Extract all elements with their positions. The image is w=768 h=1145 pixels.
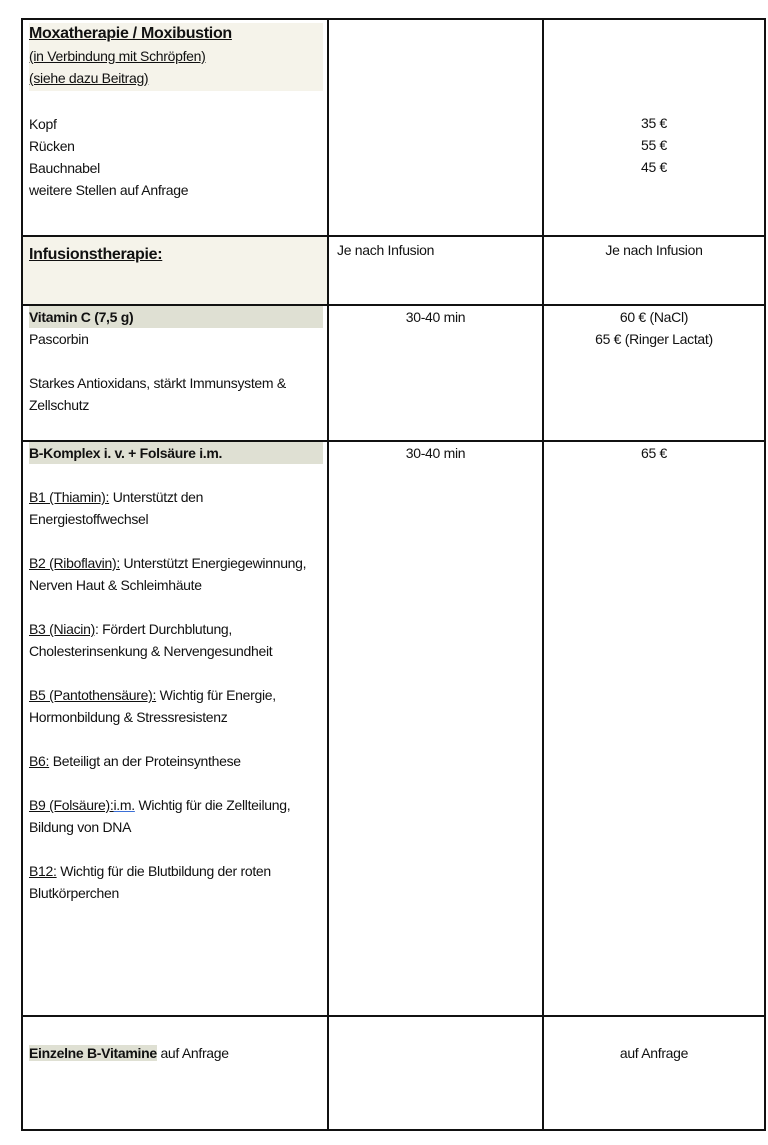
b9-label: B9 (Folsäure): [29,797,114,813]
vitc-desc: Starkes Antioxidans, stärkt Immunsystem & Zellschutz [29,375,286,413]
einzelne-suffix: auf Anfrage [156,1045,229,1061]
vitc-product: Pascorbin [29,331,89,347]
b3-label: B3 (Niacin) [29,621,95,637]
infusion-price: Je nach Infusion [605,242,703,258]
bkomplex-price: 65 € [640,445,668,461]
bkomplex-duration: 30-40 min [405,445,466,461]
vitc-title: Vitamin C (7,5 g) [29,306,323,328]
vitc-price: 65 € (Ringer Lactat) [595,331,713,347]
moxa-price: 35 € [640,115,668,131]
b5-item [29,684,323,728]
einzelne-duration-cell [328,1016,543,1130]
moxa-item: Kopf [29,116,57,132]
b5-text: Wichtig für Energie, Hormonbildung & Stressresistenz [29,687,276,725]
infusion-duration: Je nach Infusion [337,242,435,258]
b9-item [29,794,323,838]
b2-text: Unterstützt Energiegewinnung, Nerven Haut & Schleimhäute [29,555,307,593]
bkomplex-price-cell [543,441,765,1016]
einzelne-title: Einzelne B-Vitamine [29,1045,157,1061]
row-b-komplex [22,441,765,1016]
moxa-sub1: (in Verbindung mit Schröpfen) [29,48,206,64]
moxa-desc-cell [22,19,328,236]
moxa-item: Rücken [29,138,75,154]
einzelne-desc-cell [22,1016,328,1130]
infusion-duration-cell [328,236,543,305]
moxa-price: 55 € [640,137,668,153]
vitc-desc-cell [22,305,328,441]
vitc-price-cell [543,305,765,441]
b1-item [29,486,323,530]
moxa-price-cell [543,19,765,236]
bkomplex-desc-cell [22,441,328,1016]
vitc-duration: 30-40 min [405,309,466,325]
bkomplex-duration-cell [328,441,543,1016]
moxa-title: Moxatherapie / Moxibustion [29,25,232,42]
moxa-item: Bauchnabel [29,160,100,176]
price-table [21,18,766,1131]
b6-text: Beteiligt an der Proteinsynthese [49,753,241,769]
b9-im: i.m. [113,797,135,813]
b12-text: Wichtig für die Blutbildung der roten Blutkörperchen [29,863,271,901]
moxa-price: 45 € [640,159,668,175]
b2-label: B2 (Riboflavin): [29,555,120,571]
b5-label: B5 (Pantothensäure): [29,687,157,703]
row-vitamin-c [22,305,765,441]
row-moxa [22,19,765,236]
b3-item [29,618,323,662]
b1-text: Unterstützt den Energiestoffwechsel [29,489,204,527]
moxa-sub2: (siehe dazu Beitrag) [29,70,149,86]
einzelne-price-cell [543,1016,765,1130]
infusion-title-cell [22,236,328,305]
vitc-price: 60 € (NaCl) [619,309,689,325]
b3-text: : Fördert Durchblutung, Cholesterinsenkung & Nervengesundheit [29,621,273,659]
b2-item [29,552,323,596]
row-infusion [22,236,765,305]
infusion-title: Infusionstherapie: [29,246,163,263]
moxa-duration-cell [328,19,543,236]
b12-label: B12: [29,863,57,879]
b1-label: B1 (Thiamin): [29,489,110,505]
b6-label: B6: [29,753,50,769]
b6-item [29,750,323,772]
einzelne-price: auf Anfrage [619,1045,689,1061]
b12-item [29,860,323,904]
vitc-duration-cell [328,305,543,441]
moxa-item: weitere Stellen auf Anfrage [29,182,189,198]
row-einzelne [22,1016,765,1130]
bkomplex-title: B-Komplex i. v. + Folsäure i.m. [29,442,323,464]
infusion-price-cell [543,236,765,305]
b9-text: Wichtig für die Zellteilung, Bildung von DNA [29,797,291,835]
